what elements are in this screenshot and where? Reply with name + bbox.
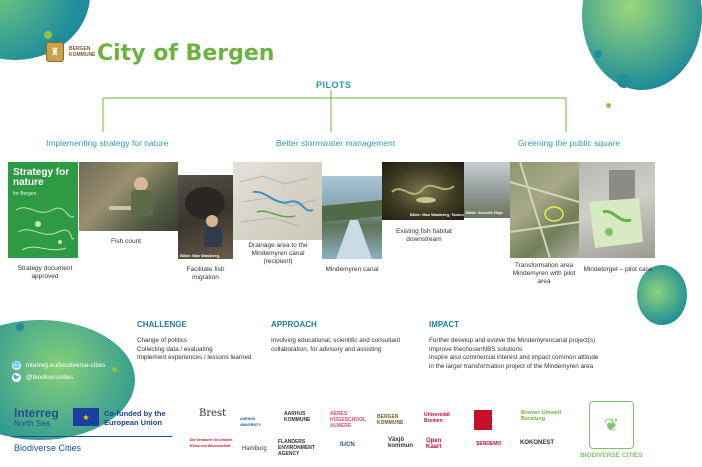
impact-line: Further develop and evolve the Mindemyrencanal project(s) <box>429 337 596 344</box>
partner-logo-aarhus-kommune: AARHUS KOMMUNE <box>284 411 311 423</box>
category-stormwater: Better stormwater management <box>276 138 396 148</box>
globe-icon: 🌐 <box>12 363 21 369</box>
aerial-map-icon <box>510 162 579 258</box>
drainage-area-map <box>233 162 322 240</box>
approach-line: Involving educational, scientific and consultant <box>271 337 401 344</box>
impact-line: in the larger transformation project of the Mindemyren area <box>429 362 594 370</box>
partner-logo-sendemo: SENDEMO <box>476 441 502 447</box>
biodiverse-cities-logo-icon: ❦ <box>589 401 634 449</box>
caption-habitat: Existing fish habitat downstream <box>395 228 452 243</box>
partner-logo-aarhus-university: AARHUS UNIVERSITY <box>240 417 262 427</box>
downstream-photo <box>464 162 510 218</box>
biodiverse-cities-label: Biodiverse Cities <box>14 443 82 453</box>
caption-transformation: Transformation area Mindemyren with pilot area <box>512 262 576 285</box>
pilots-heading: PILOTS <box>316 80 352 90</box>
impact-line: Improve thechosenNBS solutions <box>429 345 523 353</box>
photo-credit: Bilde: Max Wasiberg, Tamco <box>410 212 464 217</box>
partner-logo-aeres: AERES HOGESCHOOL ALMERE <box>330 411 367 429</box>
partner-logo-hamburg: Hamburg <box>242 446 267 452</box>
impact-line: Inspire also commercial interest and impact common attitude <box>429 354 599 361</box>
challenge-line: Change of politics <box>137 337 188 344</box>
photo-credit: Bilde: Max Wasiberg, Tamco <box>180 253 221 263</box>
kommune-label: BERGEN KOMMUNE <box>69 46 96 58</box>
canal-scene-icon <box>322 176 382 259</box>
photo-credit: Bilde: Annette Reju <box>466 210 503 215</box>
challenge-line: Implement experiences / lessons learned <box>137 354 252 361</box>
website-link[interactable] <box>12 361 105 370</box>
transformation-area-aerial <box>510 162 579 258</box>
partner-logo-open-kaart: Open Kaart <box>426 438 442 450</box>
culvert-icon <box>178 175 233 259</box>
north-sea-label: North Sea <box>14 419 51 428</box>
drainage-map-icon <box>233 162 322 240</box>
challenge-line: Collecting data / evaluating <box>137 345 213 353</box>
partner-logo-kokonest: KOKONEST <box>520 440 555 446</box>
approach-heading: APPROACH <box>271 320 317 329</box>
partner-logo-vaxjo: Växjö kommun <box>388 437 414 449</box>
strategy-document-cover-image <box>8 162 78 258</box>
impact-heading: IMPACT <box>429 320 460 329</box>
twitter-icon: 🐦 <box>12 375 21 381</box>
site-plan-icon <box>579 162 655 258</box>
eu-cofunded-text: Co-funded by the European Union <box>104 409 166 427</box>
challenge-text <box>137 337 251 363</box>
impact-text <box>429 337 598 371</box>
approach-line: collaboration, for advisory and assisting <box>271 345 382 353</box>
mindetorget-plan <box>579 162 655 258</box>
caption-fish-migration: Facilitate fish migration <box>186 266 225 281</box>
partner-logo-brest: Brest <box>199 408 227 419</box>
category-public-square: Greening the public square <box>518 138 621 148</box>
partner-logo-bremen-senate: Die Senatorin für Umwelt, Klima und Wissenschaft <box>190 438 233 448</box>
fish-migration-photo <box>178 175 233 263</box>
caption-canal: Mindemyren canal <box>325 266 379 273</box>
eu-flag-icon: ★ <box>73 408 99 426</box>
interreg-logo-text: Interreg <box>14 406 59 420</box>
footer-divider <box>12 436 172 437</box>
partner-logo-emblem-icon <box>474 410 492 430</box>
partner-logo-flanders: FLANDERS ENVIRONMENT AGENCY <box>278 439 315 457</box>
partner-logo-bremer-umwelt: Bremer Umwelt Beratung <box>521 410 562 422</box>
partner-logo-uni-bremen: Universität Bremen <box>424 412 450 424</box>
bergen-crest-icon: ♜ <box>46 42 64 62</box>
cover-map-icon <box>8 162 78 258</box>
caption-fish-count: Fish count <box>111 238 141 245</box>
cover-subtitle: for Bergen <box>13 191 37 197</box>
page-title: City of Bergen <box>97 41 275 66</box>
partner-logo-bergen: BERGEN KOMMUNE <box>377 414 404 426</box>
person-figure-icon <box>79 162 178 231</box>
partner-logo-iucn: IUCN <box>340 442 355 448</box>
twitter-link[interactable] <box>12 373 73 382</box>
category-nature-strategy: Implementing strategy for nature <box>46 138 169 148</box>
caption-mindetorget: Mindetorget – pilot case <box>583 266 653 273</box>
twitter-handle-text[interactable]: @biodiverscities <box>26 374 74 381</box>
approach-text <box>271 337 400 354</box>
challenge-heading: CHALLENGE <box>137 320 187 329</box>
mindemyren-canal-photo <box>322 176 382 259</box>
fish-count-photo <box>79 162 178 231</box>
biodiverse-cities-brand-text: BIODIVERSE CITIES <box>580 452 643 459</box>
caption-drainage: Drainage area to the Mindemyren canal (recipient) <box>248 242 308 265</box>
cover-title: Strategy for nature <box>13 167 70 188</box>
caption-strategy: Strategy document approved <box>17 265 73 280</box>
fish-habitat-photo <box>382 162 464 220</box>
website-link-text[interactable]: interreg.eu/biodiverse-cities <box>26 362 106 369</box>
